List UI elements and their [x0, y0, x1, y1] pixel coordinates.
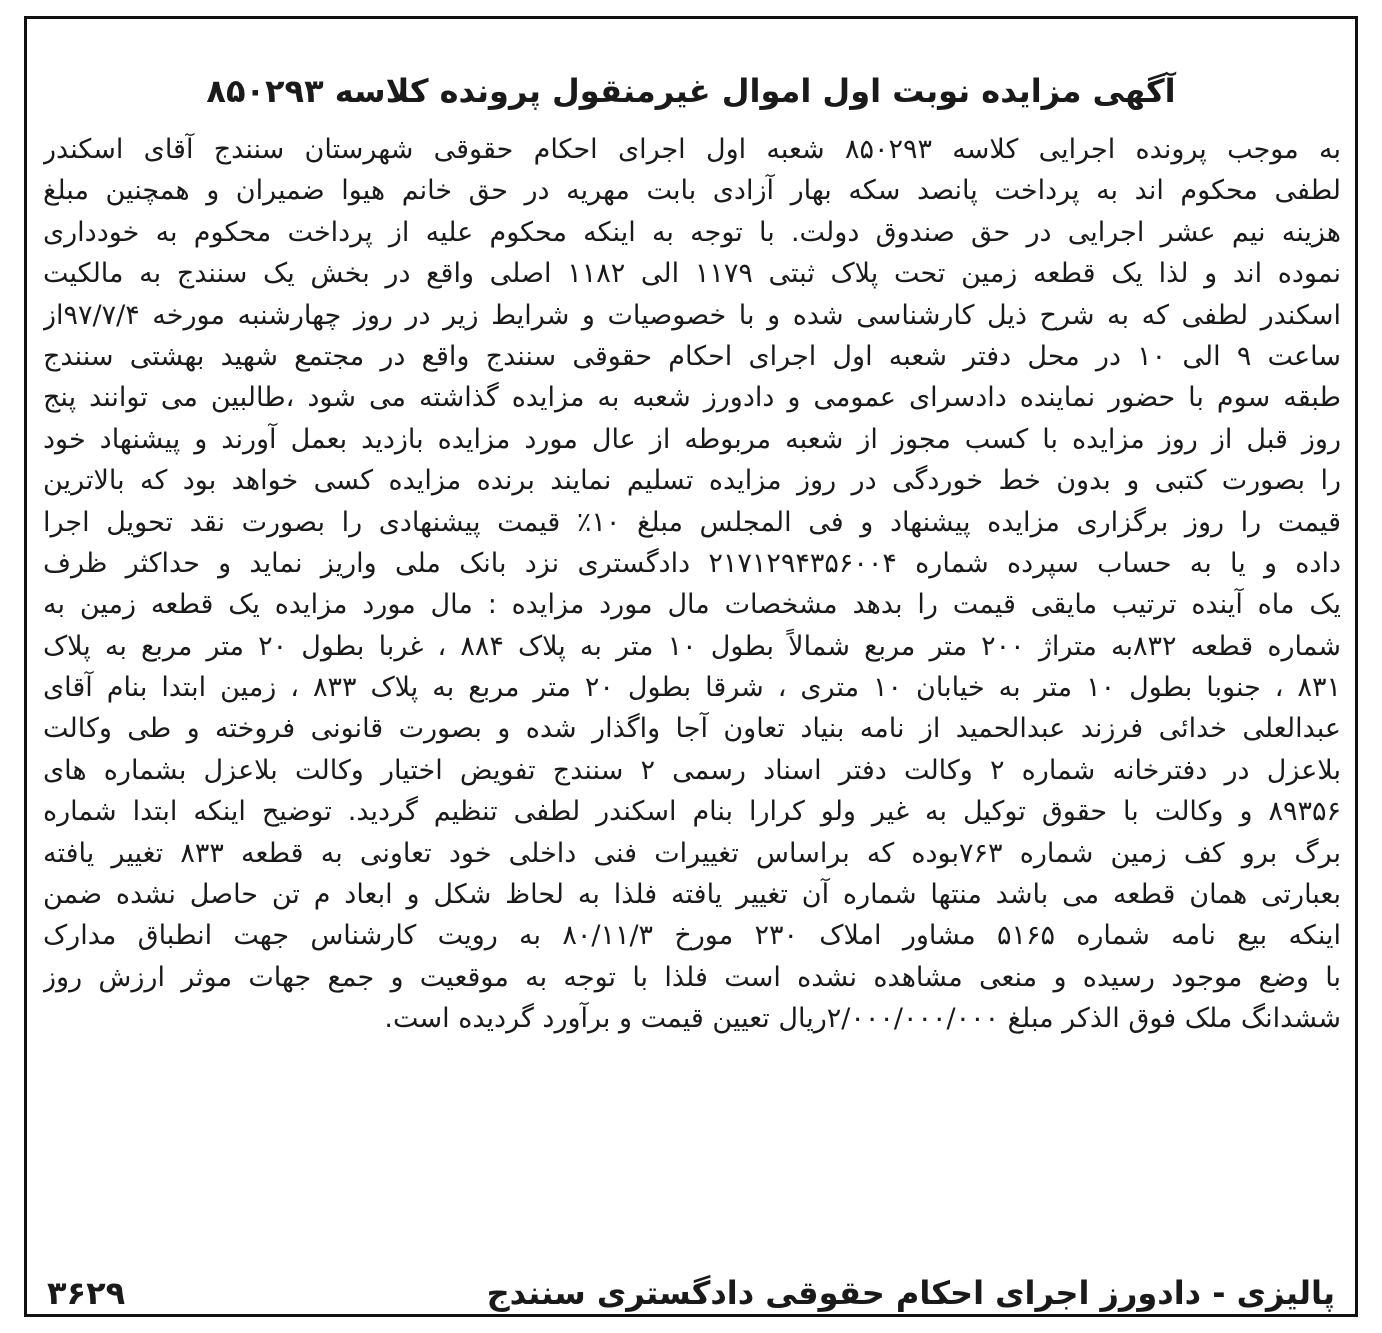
notice-line: بعبارتی همان قطعه می باشد منتها شماره آن تغییر یافته فلذا به لحاظ شکل و ابعاد م تن حاصل نشده ضمن	[43, 879, 1341, 911]
notice-line: یک ماه آینده ترتیب مایقی قیمت را بدهد مشخصات مال مورد مزایده : مال مورد مزایده یک قطعه زمین به	[43, 589, 1341, 621]
notice-line: داده و یا به حساب سپرده شماره ۲۱۷۱۲۹۴۳۵۶۰۰۴ دادگستری نزد بانک ملی واریز نماید و حداکثر ظرف	[43, 547, 1341, 579]
notice-line: روز قبل از روز مزایده با کسب مجوز از شعبه مربوطه از عال مورد مزایده بازدید بعمل آورند و پیشنهاد خود	[43, 423, 1341, 455]
notice-line: طبقه سوم با حضور نماینده دادسرای عمومی و دادورز شعبه به مزایده گذاشته می شود ،طالبین می توانند پنج	[43, 382, 1341, 414]
notice-line: بلاعزل در دفترخانه شماره ۲ وکالت دفتر اسناد رسمی ۲ سنندج تفویض اختیار وکالت بلاعزل بشماره های	[43, 754, 1341, 786]
ad-number: ۳۶۲۹	[47, 1274, 126, 1312]
notice-body	[43, 129, 1341, 1040]
notice-line: لطفی محکوم اند به پرداخت پانصد سکه بهار آزادی بابت مهریه در حق خانم هیوا ضمیران و همچنین مبلغ	[43, 175, 1341, 207]
auction-notice	[24, 16, 1358, 1317]
notice-line: اینکه بیع نامه شماره ۵۱۶۵ مشاور املاک ۲۳۰ مورخ ۸۰/۱۱/۳ به رویت کارشناس جهت انطباق مدارک	[43, 920, 1341, 952]
notice-line: اسکندر لطفی که به شرح ذیل کارشناسی شده و با خصوصیات و شرایط زیر در روز چهارشنبه مورخه ۹۷/۷/۴از	[43, 299, 1341, 331]
signature: پالیزی - دادورز اجرای احکام حقوقی دادگستری سنندج	[486, 1274, 1335, 1312]
notice-line: عبدالعلی خدائی فرزند عبدالحمید از نامه بنیاد تعاون آجا واگذار شده و بصورت قانونی فروخته و طی وکالت	[43, 713, 1341, 745]
notice-line: با وضع موجود رسیده و منعی مشاهده نشده است فلذا با توجه به موقعیت و جمع جهات موثر ارزش روز	[43, 961, 1341, 993]
notice-footer	[47, 1271, 1335, 1315]
notice-title: آگهی مزایده نوبت اول اموال غیرمنقول پرونده کلاسه ۸۵۰۲۹۳	[206, 72, 1176, 110]
notice-line: قیمت را روز برگزاری مزایده پیشنهاد و فی المجلس مبلغ ۱۰٪ قیمت پیشنهادی را بصورت نقد تحویل اجرا	[43, 506, 1341, 538]
notice-line: به موجب پرونده اجرایی کلاسه ۸۵۰۲۹۳ شعبه اول اجرای احکام حقوقی شهرستان سنندج آقای اسکندر	[43, 134, 1341, 165]
notice-line: ششدانگ ملک فوق الذکر مبلغ ۲/۰۰۰/۰۰۰/۰۰۰ریال تعیین قیمت و برآورد گردیده است.	[384, 1003, 1341, 1035]
notice-line: برگ برو کف زمین شماره ۷۶۳بوده که براساس تغییرات فنی داخلی خود تعاونی به قطعه ۸۳۳ تغییر یافته	[43, 837, 1341, 869]
notice-line: شماره قطعه ۸۳۲به متراژ ۲۰۰ متر مربع شمالاً بطول ۱۰ متر به پلاک ۸۸۴ ، غربا بطول ۲۰ متر مربع به پلاک	[43, 630, 1341, 662]
notice-line: ۸۳۱ ، جنوبا بطول ۱۰ متر به خیابان ۱۰ متری ، شرقا بطول ۲۰ متر مربع به پلاک ۸۳۳ ، زمین ابتدا بنام آقای	[43, 672, 1341, 704]
notice-line: هزینه نیم عشر اجرایی در حق صندوق دولت. با توجه به اینکه محکوم علیه از پرداخت محکوم به خودداری	[43, 216, 1341, 248]
notice-line: ۸۹۳۵۶ و وکالت با حقوق توکیل به غیر ولو کرارا بنام اسکندر لطفی تنظیم گردید. توضیح اینکه ابتدا شماره	[43, 796, 1341, 828]
notice-line: را بصورت کتبی و بدون خط خوردگی در روز مزایده تسلیم نمایند برنده مزایده کسی خواهد بود که بالاترین	[43, 465, 1341, 497]
notice-line: نموده اند و لذا یک قطعه زمین تحت پلاک ثبتی ۱۱۷۹ الی ۱۱۸۲ اصلی واقع در بخش یک سنندج به مالکیت	[43, 258, 1341, 290]
notice-line: ساعت ۹ الی ۱۰ در محل دفتر شعبه اول اجرای احکام حقوقی سنندج واقع در مجتمع شهید بهشتی سنندج	[43, 340, 1341, 372]
